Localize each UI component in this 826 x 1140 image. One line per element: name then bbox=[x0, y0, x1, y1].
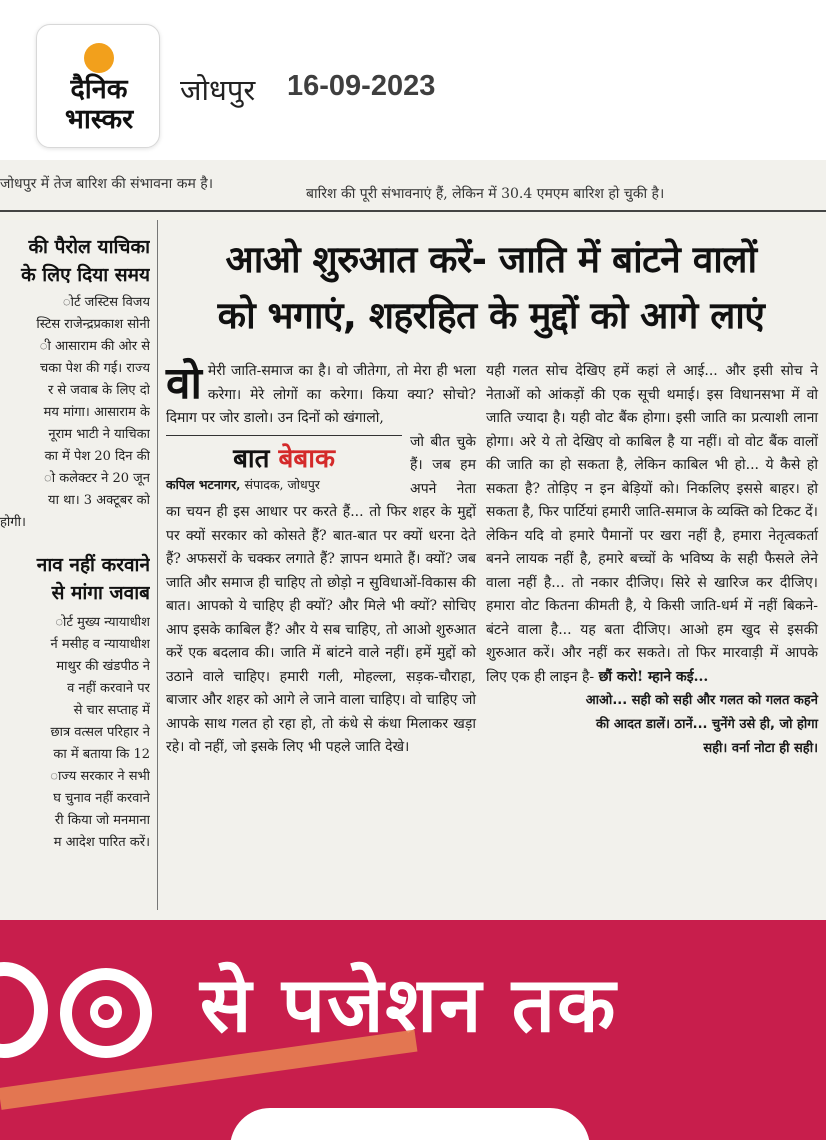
edition-city: जोधपुर bbox=[180, 73, 256, 107]
logo-text-line2: भास्कर bbox=[64, 104, 134, 135]
top-divider bbox=[0, 210, 826, 212]
intro-text: मेरी जाति-समाज का है। वो जीतेगा, तो मेरा ही भला करेगा। मेरे लोगों का करेगा। किया क्या? सोचो? दिमाग पर जोर डालो। उन दिनों को खंगालो, bbox=[166, 363, 476, 426]
headline-line2: को भगाएं, शहरहित के मुद्दों को आगे लाएं bbox=[217, 294, 765, 337]
author-line bbox=[166, 476, 402, 494]
story1-body-line: नूराम भाटी ने याचिका bbox=[48, 427, 150, 442]
newspaper-page bbox=[0, 160, 826, 920]
article-paragraph: यही गलत सोच देखिए हमें कहां ले आई... और इसी सोच ने नेताओं को आंकड़ों की एक सूची थमाई। इस विधानसभा में वो जाति ज्यादा है। यही वोट बैंक होगा। इसी जाति का प्रत्याशी लाना होगा। अरे ये तो देखिए वो काबिल है या नहीं। वो वोट बैंक वालों की जाति का हो सकता है, लेकिन काबिल भी हो... ये कैसे हो सकता है? तोड़िए न इन बेड़ियों को। निकलिए इससे बाहर। हो सकता है, फिर पार्टियां हमारी जाति-समाज के व्यक्ति को टिकट दें। लेकिन यदि वो हमारे पैमानों पर खरा नहीं है, हमारा नेतृत्वकर्ता बनने लायक नहीं है, हमारे बच्चों के भविष्य के सही फैसले लेने वाला नहीं है... तो नकार दीजिए। सिरे से खारिज कर दीजिए। हमारा वोट कितना कीमती है, ये किसी जाति-धर्म में नहीं बिकने-बंटने वाला है... यह बता दीजिए। आओ हम खुद से इसकी शुरुआत करें। और नहीं कर सकते। तो फिर मारवाड़ी में आपके लिए एक ही लाइन है- bbox=[486, 363, 818, 685]
story2-body-line: री किया जो मनमाना bbox=[54, 813, 150, 828]
story1-body-line: र से जवाब के लिए दो bbox=[47, 383, 150, 398]
masthead-header bbox=[0, 0, 826, 160]
logo-text-line1: दैनिक bbox=[70, 74, 128, 105]
marwari-line: छौं करो! म्हाने कई... bbox=[598, 668, 709, 685]
ad-decor-shape bbox=[230, 1108, 590, 1140]
closing-line: की आदत डालें। ठानें... चुनेंगे उसे ही, जो होगा bbox=[595, 717, 818, 732]
story1-body-line: होगी। bbox=[0, 515, 26, 530]
edition-date: 16-09-2023 bbox=[287, 70, 436, 102]
story1-body-line: मय मांगा। आसाराम के bbox=[43, 405, 150, 420]
column-divider bbox=[157, 220, 158, 910]
main-headline bbox=[166, 232, 816, 344]
story2-body-line: का में बताया कि 12 bbox=[53, 747, 150, 762]
ad-headline: से पजेशन तक bbox=[200, 960, 618, 1049]
story2-body-line: व नहीं करवाने पर bbox=[67, 681, 150, 696]
article-column-2 bbox=[486, 360, 818, 761]
closing-line: सही। वर्ना नोटा ही सही। bbox=[703, 741, 818, 756]
story2-body-line: र्न मसीह व न्यायाधीश bbox=[50, 637, 150, 652]
column-byline bbox=[166, 435, 402, 494]
author-role: संपादक, जोधपुर bbox=[244, 476, 320, 492]
ring-icon bbox=[90, 996, 122, 1028]
story1-body-line: चका पेश की गई। राज्य bbox=[40, 361, 150, 376]
dainik-bhaskar-logo[interactable] bbox=[36, 24, 160, 148]
story2-body-line: घ चुनाव नहीं करवाने bbox=[53, 791, 150, 806]
column-name-part2: बेबाक bbox=[278, 443, 335, 474]
story2-body-line: ाज्य सरकार ने सभी bbox=[50, 769, 150, 784]
story2-headline-line: नाव नहीं करवाने bbox=[36, 554, 150, 576]
story1-body-line: या था। 3 अक्टूबर को bbox=[48, 493, 150, 508]
weather-snippet-right: बारिश की पूरी संभावनाएं हैं, लेकिन में 30.4 एमएम बारिश हो चुकी है। bbox=[306, 186, 665, 202]
story2-body-line: छात्र वत्सल परिहार ने bbox=[50, 725, 150, 740]
sun-logo-icon bbox=[84, 43, 114, 73]
closing-line: आओ... सही को सही और गलत को गलत कहने bbox=[585, 693, 818, 708]
story2-body-line: माथुर की खंडपीठ ने bbox=[56, 659, 150, 674]
story1-body-line: ोर्ट जस्टिस विजय bbox=[62, 295, 150, 310]
headline-line1: आओ शुरुआत करें- जाति में बांटने वालों bbox=[225, 238, 757, 281]
author-name: कपिल भटनागर, bbox=[166, 476, 241, 492]
story1-headline-line: की पैरोल याचिका bbox=[28, 236, 150, 258]
story1-body-line: का में पेश 20 दिन की bbox=[44, 449, 150, 464]
story1-body-line: स्टिस राजेन्द्रप्रकाश सोनी bbox=[36, 317, 150, 332]
drop-cap: वो bbox=[166, 358, 202, 409]
weather-snippet-left: जोधपुर में तेज बारिश की संभावना कम है। bbox=[0, 176, 214, 192]
article-paragraph: जो बीत चुके हैं। जब हम अपने नेता का चयन ही इस आधार पर करते हैं... तो फिर शहर के मुद्दों पर क्यों सरकार को कोसते हैं? बात-बात पर क्यों धरना देते हैं? अफसरों के चक्कर लगाते हैं? ज्ञापन थमाते हैं। क्यों? जब जाति और समाज ही चाहिए तो छोड़ो न सुविधाओं-विकास की बात। आपको ये चाहिए ही क्यों? और मिले भी क्यों? सोचिए आप इसके काबिल हैं? और ये सब चाहिए, तो आओ शुरुआत करें एक बदलाव की। जाति में बांटने वाले नहीं। हमें मुद्दों को उठाने वाले चाहिए। हमारी गली, मोहल्ला, सड़क-चौराहा, बाजार और शहर को आगे ले जाने वाला चाहिए। वो चाहिए जो आपके साथ गलत हो रहा हो, तो कंधे से कंधा मिलाकर खड़ा रहे। वो नहीं, जो इसके लिए भी पहले जाति देखे। bbox=[166, 433, 476, 755]
left-news-column bbox=[0, 220, 150, 920]
story1-headline-line: के लिए दिया समय bbox=[21, 264, 150, 286]
story1-body-line: ो कलेक्टर ने 20 जून bbox=[44, 471, 150, 486]
advertisement-banner[interactable] bbox=[0, 920, 826, 1140]
column-name-part1: बात bbox=[233, 443, 270, 474]
story1-body-line: ी आसाराम की ओर से bbox=[39, 339, 150, 354]
editorial-article bbox=[166, 360, 820, 920]
column-name bbox=[166, 442, 402, 476]
ring-icon bbox=[0, 962, 48, 1058]
article-column-1 bbox=[166, 360, 476, 760]
story2-body-line: म आदेश पारित करें। bbox=[53, 835, 150, 850]
story2-headline-line: से मांगा जवाब bbox=[51, 582, 150, 604]
story2-body-line: ोर्ट मुख्य न्यायाधीश bbox=[55, 615, 150, 630]
story2-body-line: से चार सप्ताह में bbox=[73, 703, 150, 718]
